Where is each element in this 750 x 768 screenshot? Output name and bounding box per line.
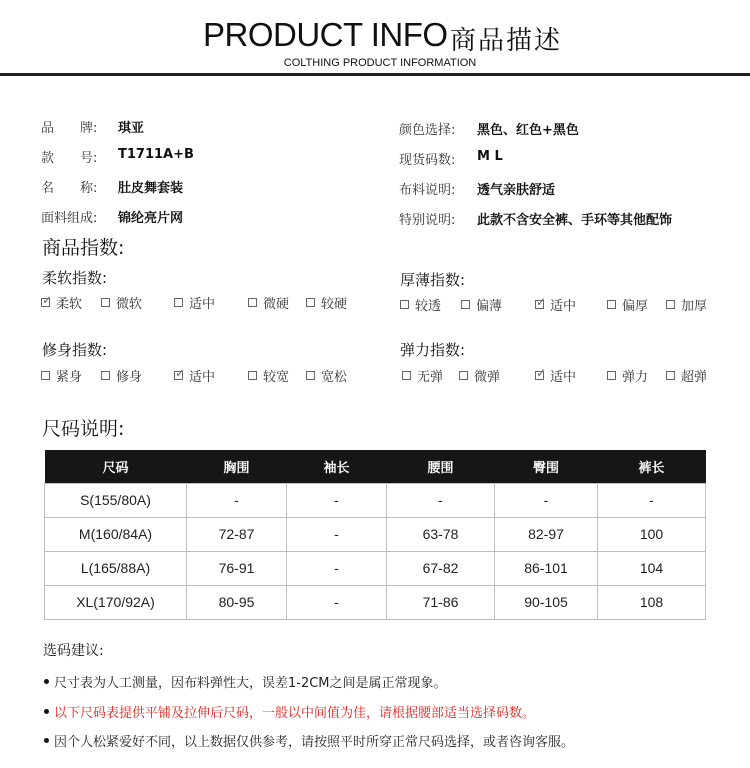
note-item-highlight: 以下尺码表提供平铺及拉伸后尺码，一般以中间值为佳，请根据腰部适当选择码数。 (44, 702, 535, 721)
table-cell: - (598, 483, 706, 517)
checkbox-icon (41, 371, 50, 380)
page-header (0, 0, 750, 80)
table-cell: 80-95 (187, 585, 287, 619)
table-cell: - (387, 483, 495, 517)
bullet-icon (44, 738, 49, 743)
softness-option[interactable]: 微软 (101, 293, 142, 312)
info-label-color: 颜色选择: (399, 123, 456, 138)
table-cell: - (287, 517, 387, 551)
checkbox-icon (248, 371, 257, 380)
softness-option[interactable]: 适中 (174, 293, 215, 312)
softness-option[interactable]: 较硬 (306, 293, 347, 312)
thickness-option[interactable]: 较透 (400, 295, 441, 314)
info-label-brand: 品 牌: (41, 121, 98, 136)
info-label-fabric-note: 布料说明: (399, 183, 456, 198)
elasticity-option[interactable]: 微弹 (459, 366, 500, 385)
table-cell: S(155/80A) (45, 483, 187, 517)
subtitle: COLTHING PRODUCT INFORMATION (283, 57, 477, 69)
checkbox-checked-icon (535, 300, 544, 309)
column-header: 袖长 (287, 450, 387, 483)
checkbox-icon (400, 300, 409, 309)
size-table (44, 450, 706, 620)
table-cell: 100 (598, 517, 706, 551)
thickness-option[interactable]: 加厚 (666, 295, 707, 314)
table-cell: XL(170/92A) (45, 585, 187, 619)
checkbox-checked-icon (41, 298, 50, 307)
title-english: PRODUCT INFO (203, 16, 448, 53)
info-value-fabric-note: 透气亲肤舒适 (477, 183, 556, 198)
checkbox-icon (459, 371, 468, 380)
fit-option[interactable]: 紧身 (41, 366, 82, 385)
title-chinese: 商品描述 (450, 26, 563, 56)
table-row (45, 585, 706, 619)
table-cell: - (287, 483, 387, 517)
fit-option[interactable]: 较宽 (248, 366, 289, 385)
table-cell: - (187, 483, 287, 517)
checkbox-icon (666, 300, 675, 309)
info-value-special-note: 此款不含安全裤、手环等其他配饰 (477, 213, 673, 228)
table-cell: 67-82 (387, 551, 495, 585)
info-value-color: 黑色、红色+黑色 (477, 123, 579, 138)
column-header: 裤长 (598, 450, 706, 483)
checkbox-icon (666, 371, 675, 380)
elasticity-index-title: 弹力指数: (400, 341, 466, 359)
column-header: 尺码 (45, 450, 187, 483)
info-label-fabric: 面料组成: (41, 211, 98, 226)
indices-title: 商品指数: (42, 237, 125, 259)
fit-option[interactable]: 宽松 (306, 366, 347, 385)
checkbox-icon (607, 300, 616, 309)
checkbox-icon (607, 371, 616, 380)
table-cell: M(160/84A) (45, 517, 187, 551)
table-row (45, 551, 706, 585)
table-cell: 72-87 (187, 517, 287, 551)
elasticity-option[interactable]: 无弹 (402, 366, 443, 385)
info-value-fabric: 锦纶亮片网 (118, 211, 184, 226)
table-cell: 90-105 (495, 585, 598, 619)
info-value-model: T1711A+B (118, 147, 194, 162)
table-cell: 63-78 (387, 517, 495, 551)
thickness-option[interactable]: 偏薄 (461, 295, 502, 314)
table-row (45, 483, 706, 517)
checkbox-icon (402, 371, 411, 380)
table-cell: L(165/88A) (45, 551, 187, 585)
checkbox-icon (248, 298, 257, 307)
checkbox-icon (101, 371, 110, 380)
size-chart-title: 尺码说明: (42, 418, 125, 440)
checkbox-icon (101, 298, 110, 307)
bullet-icon (44, 679, 49, 684)
checkbox-icon (174, 298, 183, 307)
checkbox-checked-icon (174, 371, 183, 380)
softness-index-title: 柔软指数: (42, 269, 108, 287)
softness-option[interactable]: ✓ 柔软 (41, 293, 82, 312)
note-item: 尺寸表为人工测量，因布料弹性大，误差1-2CM之间是属正常现象。 (44, 672, 447, 691)
info-label-stock-sizes: 现货码数: (399, 153, 456, 168)
bullet-icon (44, 709, 49, 714)
table-cell: 76-91 (187, 551, 287, 585)
fit-option[interactable]: 修身 (101, 366, 142, 385)
table-cell: - (495, 483, 598, 517)
table-cell: - (287, 551, 387, 585)
elasticity-option[interactable]: 弹力 (607, 366, 648, 385)
column-header: 臀围 (495, 450, 598, 483)
softness-option[interactable]: 微硬 (248, 293, 289, 312)
info-value-brand: 琪亚 (118, 121, 145, 136)
table-cell: 108 (598, 585, 706, 619)
fit-index-title: 修身指数: (42, 341, 108, 359)
info-label-name: 名 称: (41, 181, 98, 196)
elasticity-option[interactable]: ✓ 适中 (535, 366, 576, 385)
table-cell: - (287, 585, 387, 619)
table-cell: 71-86 (387, 585, 495, 619)
table-cell: 82-97 (495, 517, 598, 551)
thickness-index-title: 厚薄指数: (400, 271, 466, 289)
column-header: 腰围 (387, 450, 495, 483)
checkbox-icon (306, 298, 315, 307)
table-row (45, 517, 706, 551)
info-label-special-note: 特别说明: (399, 213, 456, 228)
info-value-stock-sizes: M L (477, 149, 503, 164)
elasticity-option[interactable]: 超弹 (666, 366, 707, 385)
note-item: 因个人松紧爱好不同，以上数据仅供参考，请按照平时所穿正常尺码选择，或者咨询客服。 (44, 731, 574, 750)
table-cell: 104 (598, 551, 706, 585)
checkbox-icon (306, 371, 315, 380)
table-header-row (45, 450, 706, 483)
column-header: 胸围 (187, 450, 287, 483)
info-label-model: 款 号: (41, 151, 98, 166)
fit-option[interactable]: ✓ 适中 (174, 366, 215, 385)
advice-title: 选码建议: (43, 643, 104, 659)
header-divider (0, 73, 750, 76)
thickness-option[interactable]: 偏厚 (607, 295, 648, 314)
checkbox-checked-icon (535, 371, 544, 380)
info-value-name: 肚皮舞套装 (118, 181, 184, 196)
checkbox-icon (461, 300, 470, 309)
table-cell: 86-101 (495, 551, 598, 585)
thickness-option[interactable]: ✓ 适中 (535, 295, 576, 314)
